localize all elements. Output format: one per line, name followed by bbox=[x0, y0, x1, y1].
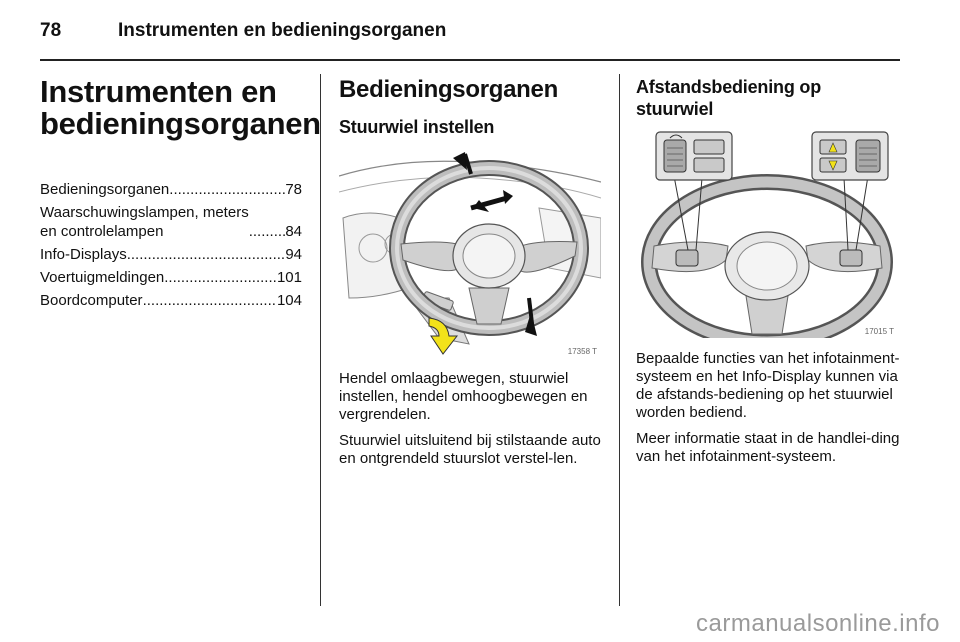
figure-code: 17358 T bbox=[567, 347, 597, 356]
remote-title-line1: Afstandsbediening op bbox=[636, 77, 822, 97]
column-divider-left bbox=[320, 74, 321, 606]
chapter-title-line1: Instrumenten en bbox=[40, 74, 277, 109]
source-watermark: carmanualsonline.info bbox=[696, 610, 940, 637]
chapter-title-line2: bedieningsorganen bbox=[40, 106, 321, 141]
instruction-paragraph-2: Stuurwiel uitsluitend bij stilstaande auto en ontgrendeld stuurslot verstel-len. bbox=[339, 432, 601, 467]
figure-code: 17015 T bbox=[864, 327, 894, 336]
remote-paragraph-1: Bepaalde functies van het infotainment-systeem en het Info-Display kunnen via de afstands-bediening op het stuurwiel worden bediend. bbox=[636, 350, 900, 421]
toc-leader-dots bbox=[169, 180, 285, 199]
section-title-controls: Bedieningsorganen bbox=[339, 76, 558, 103]
remote-paragraph-2: Meer informatie staat in de handlei-ding van het infotainment-systeem. bbox=[636, 430, 900, 465]
toc-entry-info-displays[interactable] bbox=[40, 245, 302, 264]
instruction-paragraph-1: Hendel omlaagbewegen, stuurwiel instellen, hendel omhoogbewegen en vergrendelen. bbox=[339, 370, 588, 423]
running-header: Instrumenten en bedieningsorganen bbox=[118, 20, 447, 41]
toc-label: Boordcomputer bbox=[40, 292, 143, 309]
toc-label: Waarschuwingslampen, meters en controlelampen bbox=[40, 204, 249, 240]
toc-entry-boordcomputer[interactable] bbox=[40, 291, 302, 310]
toc-entry-bedieningsorganen[interactable] bbox=[40, 180, 302, 199]
chapter-title bbox=[40, 74, 321, 141]
toc-page: 94 bbox=[285, 246, 302, 263]
toc-leader-dots bbox=[249, 222, 286, 241]
remote-wheel-drawing bbox=[636, 128, 898, 338]
toc-leader-dots bbox=[143, 291, 277, 310]
toc-page: 84 bbox=[285, 223, 302, 240]
column-divider-right bbox=[619, 74, 620, 606]
page-number: 78 bbox=[40, 20, 62, 41]
steering-adjust-illustration bbox=[339, 148, 601, 358]
table-of-contents bbox=[40, 180, 302, 310]
toc-entry-waarschuwingslampen[interactable] bbox=[40, 203, 302, 241]
toc-label: Info-Displays bbox=[40, 246, 127, 263]
toc-label: Bedieningsorganen bbox=[40, 181, 170, 198]
remote-control-column bbox=[636, 76, 900, 474]
toc-label: Voertuigmeldingen bbox=[40, 269, 165, 286]
remote-title-line2: stuurwiel bbox=[636, 99, 714, 119]
remote-control-illustration bbox=[636, 128, 898, 338]
section-title-remote-control bbox=[636, 76, 900, 120]
chapter-column bbox=[40, 74, 321, 314]
header-rule bbox=[40, 59, 900, 61]
subsection-title-steering-adjust: Stuurwiel instellen bbox=[339, 117, 495, 137]
toc-page: 78 bbox=[285, 181, 302, 198]
toc-entry-voertuigmeldingen[interactable] bbox=[40, 268, 302, 287]
toc-page: 101 bbox=[276, 269, 302, 286]
toc-leader-dots bbox=[127, 245, 286, 264]
toc-leader-dots bbox=[164, 268, 277, 287]
controls-column bbox=[339, 76, 603, 476]
toc-page: 104 bbox=[276, 292, 302, 309]
steering-wheel-drawing bbox=[339, 148, 601, 358]
